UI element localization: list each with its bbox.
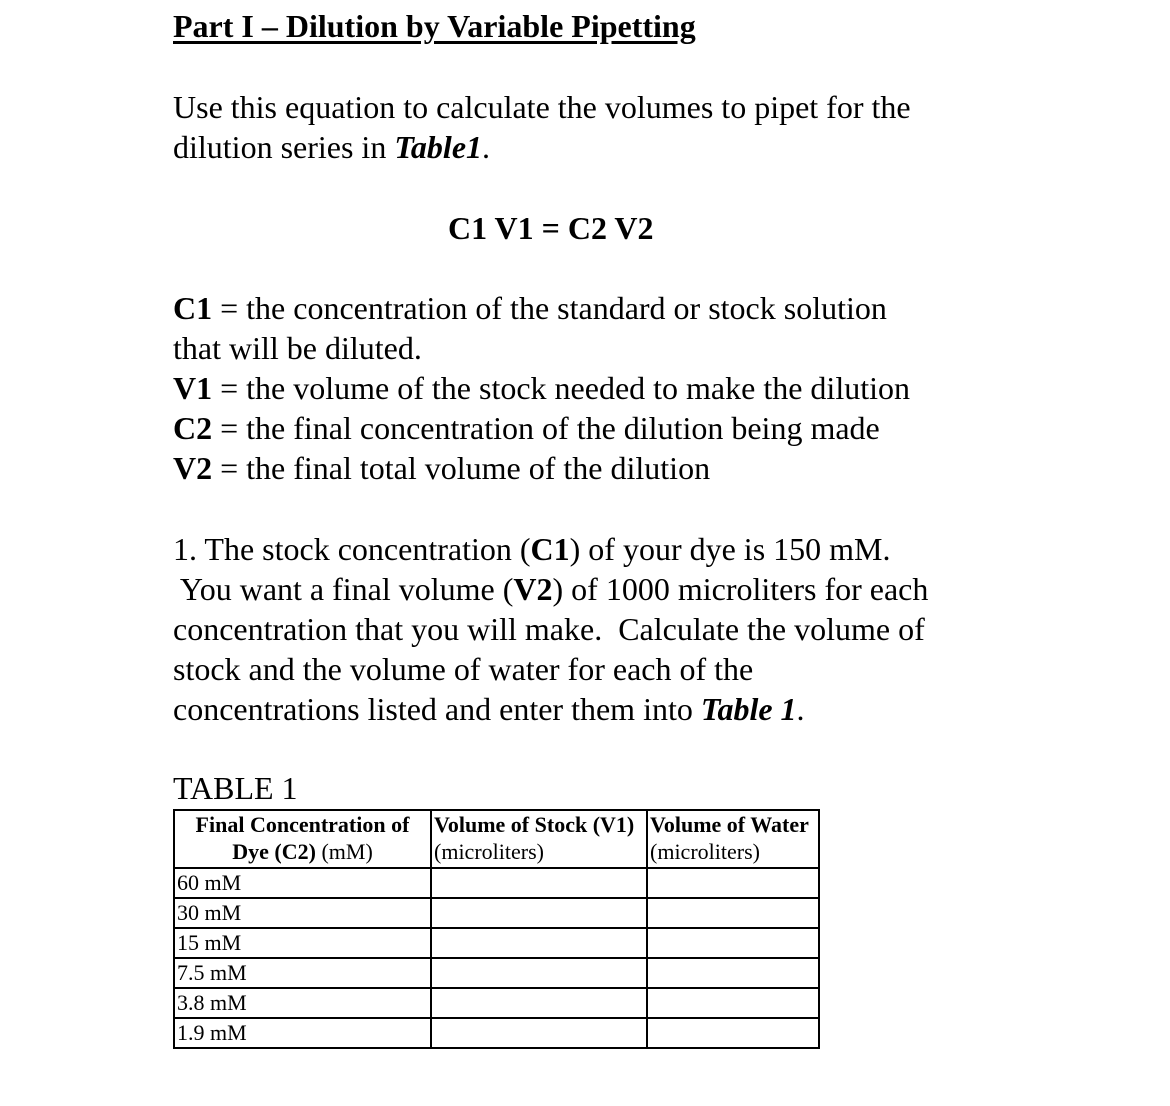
stock-volume-cell[interactable] [431, 1018, 647, 1048]
definition-v1: V1 = the volume of the stock needed to make the dilution [173, 370, 910, 406]
water-volume-cell[interactable] [647, 958, 819, 988]
question-1 [173, 529, 928, 729]
stock-volume-cell[interactable] [431, 868, 647, 898]
table-row [174, 898, 819, 928]
water-volume-cell[interactable] [647, 868, 819, 898]
table-row [174, 868, 819, 898]
intro-paragraph [173, 87, 911, 167]
concentration-cell: 15 mM [174, 928, 431, 958]
water-volume-cell[interactable] [647, 898, 819, 928]
question-line-1: 1. The stock concentration (C1) of your dye is 150 mM. [173, 531, 891, 567]
water-volume-cell[interactable] [647, 928, 819, 958]
header-final-concentration: Final Concentration of Dye (C2) (mM) [174, 810, 431, 868]
concentration-cell: 1.9 mM [174, 1018, 431, 1048]
table-caption: TABLE 1 [173, 770, 298, 806]
table-row [174, 988, 819, 1018]
intro-line-2: dilution series in Table1. [173, 129, 491, 165]
intro-line-1: Use this equation to calculate the volumes to pipet for the [173, 89, 911, 125]
water-volume-cell[interactable] [647, 1018, 819, 1048]
table-row [174, 1018, 819, 1048]
definition-c1: C1 = the concentration of the standard or stock solution [173, 290, 887, 326]
concentration-cell: 30 mM [174, 898, 431, 928]
table-header-row [174, 810, 819, 868]
dilution-equation: C1 V1 = C2 V2 [448, 210, 654, 246]
table-reference: Table1 [394, 129, 483, 165]
header-volume-of-water: Volume of Water (microliters) [647, 810, 819, 868]
header-volume-of-stock: Volume of Stock (V1) (microliters) [431, 810, 647, 868]
stock-volume-cell[interactable] [431, 988, 647, 1018]
stock-volume-cell[interactable] [431, 928, 647, 958]
stock-volume-cell[interactable] [431, 958, 647, 988]
page-title: Part I – Dilution by Variable Pipetting [173, 8, 696, 44]
dilution-table [173, 809, 820, 1049]
concentration-cell: 3.8 mM [174, 988, 431, 1018]
water-volume-cell[interactable] [647, 988, 819, 1018]
question-line-5: concentrations listed and enter them into Table 1. [173, 691, 805, 727]
definition-c2: C2 = the final concentration of the dilution being made [173, 410, 880, 446]
definitions-list [173, 288, 910, 488]
table-row [174, 928, 819, 958]
concentration-cell: 7.5 mM [174, 958, 431, 988]
stock-volume-cell[interactable] [431, 898, 647, 928]
definition-v2: V2 = the final total volume of the dilution [173, 450, 711, 486]
question-line-4: stock and the volume of water for each of the [173, 651, 754, 687]
definition-c1-continued: that will be diluted. [173, 330, 422, 366]
question-line-2: You want a final volume (V2) of 1000 microliters for each [173, 571, 929, 607]
table-row [174, 958, 819, 988]
concentration-cell: 60 mM [174, 868, 431, 898]
question-line-3: concentration that you will make. Calculate the volume of [173, 611, 925, 647]
